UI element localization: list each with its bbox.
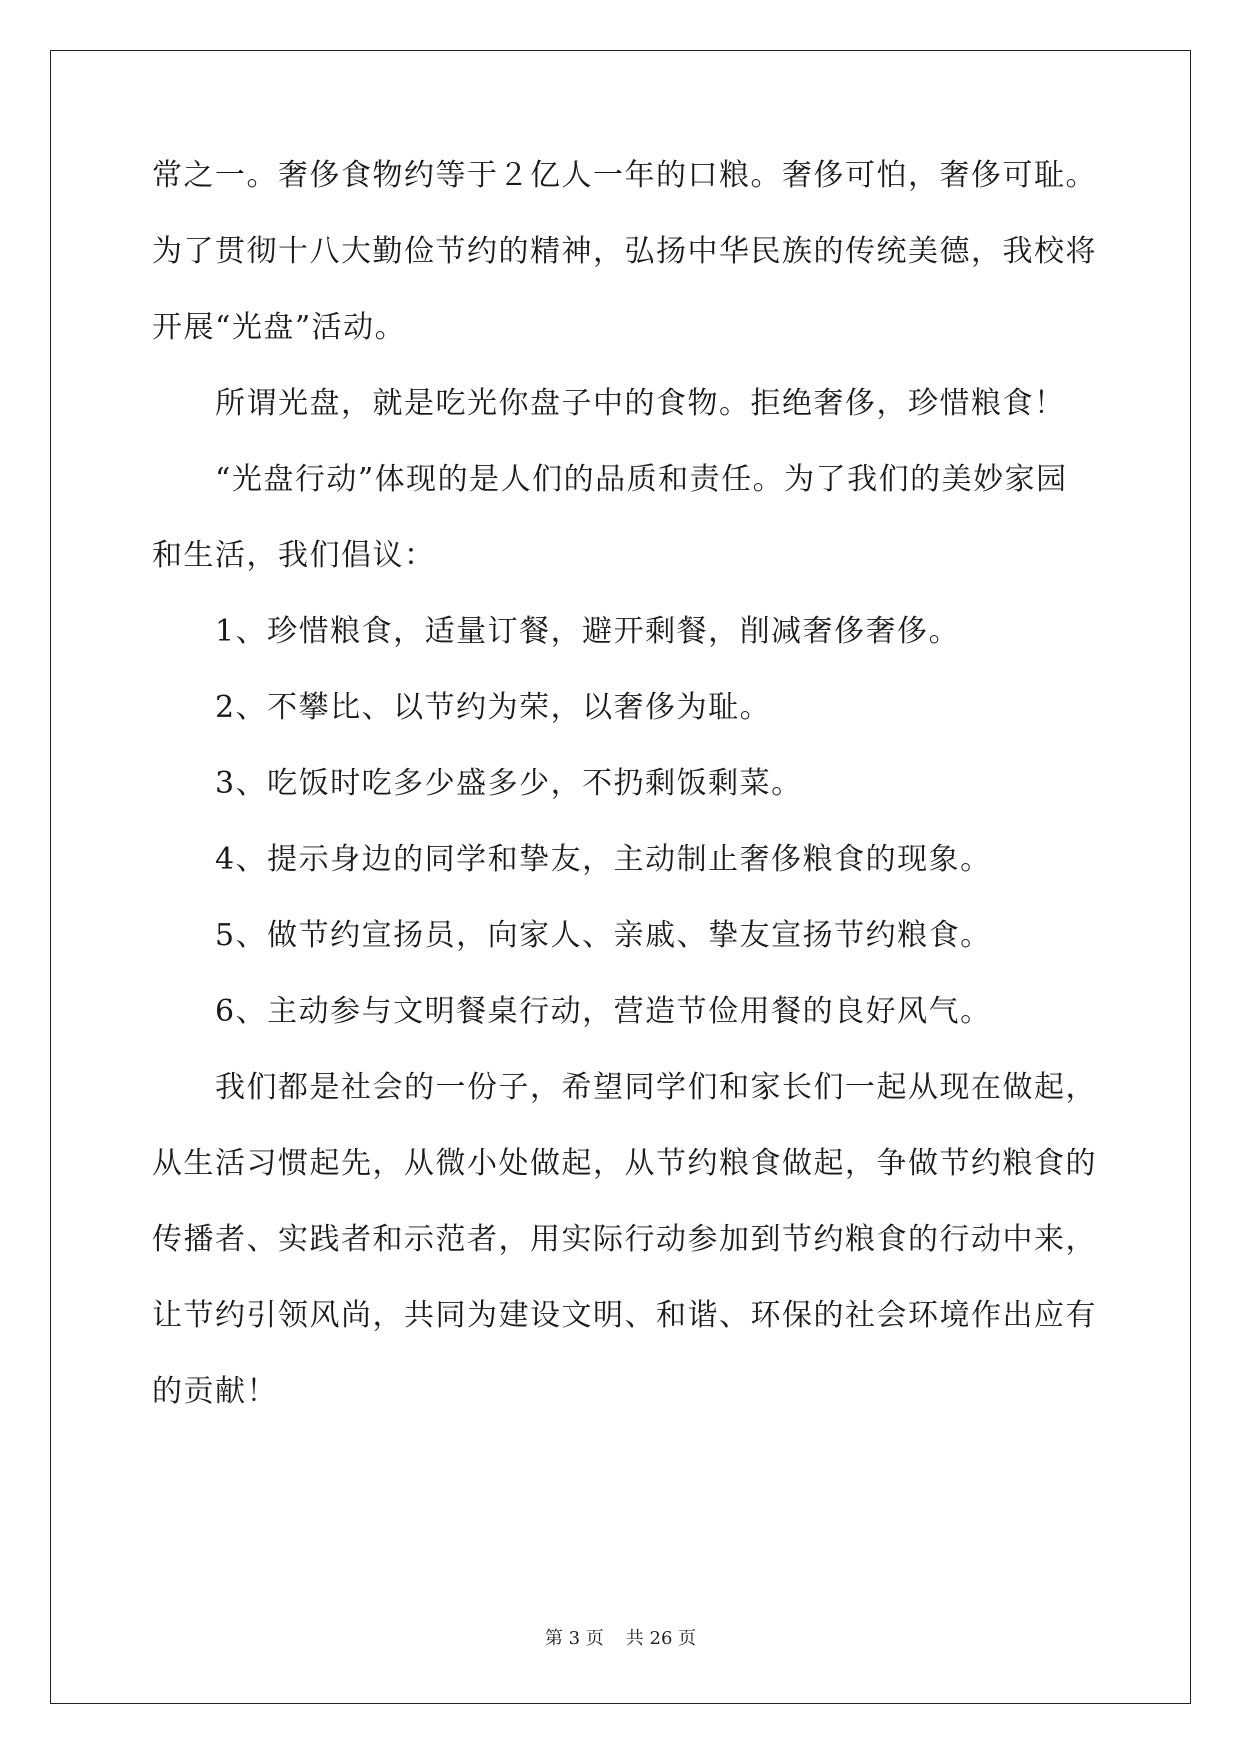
document-body [152,158,1097,1450]
page-number: 第 3 页 [544,1628,604,1649]
proposal-item-3: 3、吃饭时吃多少盛多少，不扔剩饭剩菜。 [215,766,803,801]
proposal-item-4: 4、提示身边的同学和挚友，主动制止奢侈粮食的现象。 [215,842,992,877]
proposal-item-1: 1、珍惜粮食，适量订餐，避开剩餐，削减奢侈奢侈。 [215,614,961,649]
text-line-14: 从生活习惯起先，从微小处做起，从节约粮食做起，争做节约粮食的 [152,1146,1097,1181]
text-line-13: 我们都是社会的一份子，希望同学们和家长们一起从现在做起， [215,1070,1097,1105]
text-line-6: 和生活，我们倡议： [152,538,436,573]
text-line-2: 为了贯彻十八大勤俭节约的精神，弘扬中华民族的传统美德，我校将 [152,234,1097,269]
total-pages: 共 26 页 [625,1628,697,1649]
page-footer [0,1628,1241,1650]
text-line-17: 的贡献！ [152,1374,278,1409]
text-line-16: 让节约引领风尚，共同为建设文明、和谐、环保的社会环境作出应有 [152,1298,1097,1333]
text-line-4: 所谓光盘，就是吃光你盘子中的食物。拒绝奢侈，珍惜粮食！ [215,386,1066,421]
proposal-item-6: 6、主动参与文明餐桌行动，营造节俭用餐的良好风气。 [215,994,992,1029]
text-line-15: 传播者、实践者和示范者，用实际行动参加到节约粮食的行动中来， [152,1222,1097,1257]
text-line-3: 开展“光盘”活动。 [152,310,407,345]
text-line-5: “光盘行动”体现的是人们的品质和责任。为了我们的美妙家园 [215,462,1068,497]
proposal-item-2: 2、不攀比、以节约为荣，以奢侈为耻。 [215,690,772,725]
proposal-item-5: 5、做节约宣扬员，向家人、亲戚、挚友宣扬节约粮食。 [215,918,992,953]
text-line-1: 常之一。奢侈食物约等于２亿人一年的口粮。奢侈可怕，奢侈可耻。 [152,158,1097,193]
